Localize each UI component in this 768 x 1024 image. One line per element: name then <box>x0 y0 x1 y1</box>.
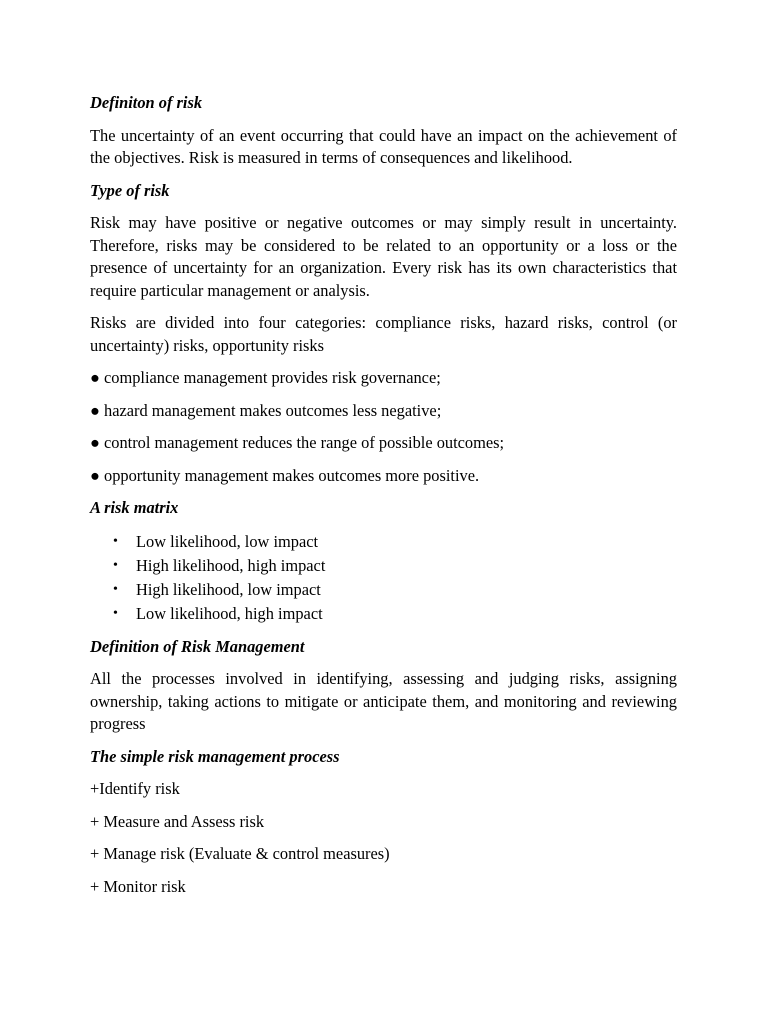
paragraph-risk-categories: Risks are divided into four categories: compliance risks, hazard risks, control (or uncertainty) risks, opportunity risks <box>90 313 677 355</box>
category-item-opportunity: ● opportunity management makes outcomes more positive. <box>90 465 480 485</box>
list-item-label: Low likelihood, high impact <box>136 603 323 623</box>
paragraph-type-of-risk: Risk may have positive or negative outcomes or may simply result in uncertainty. Therefore, risks may be considered to be related to an opportunity or a loss or the presence of uncertainty for an organization. Every risk has its own characteristics that require particular management or analysis. <box>90 213 677 300</box>
category-item-hazard: ● hazard management makes outcomes less negative; <box>90 400 442 420</box>
paragraph-definition-of-risk: The uncertainty of an event occurring that could have an impact on the achievement of the objectives. Risk is measured in terms of consequences and likelihood. <box>90 125 677 167</box>
category-item-compliance: ● compliance management provides risk governance; <box>90 368 441 387</box>
risk-matrix-list <box>90 530 677 626</box>
heading-definition-of-risk: Definiton of risk <box>90 93 203 112</box>
paragraph-definition-of-risk-management: All the processes involved in identifying, assessing and judging risks, assigning ownership, taking actions to mitigate or anticipate them, and monitoring and reviewing progress <box>90 669 677 733</box>
heading-simple-process: The simple risk management process <box>90 746 340 766</box>
category-item-control: ● control management reduces the range of possible outcomes; <box>90 433 505 452</box>
bullet-icon: • <box>113 557 118 573</box>
list-item <box>90 578 677 602</box>
process-step-monitor: + Monitor risk <box>90 876 186 896</box>
list-item <box>90 554 677 578</box>
list-item-label: High likelihood, low impact <box>136 579 321 599</box>
heading-definition-of-risk-management: Definition of Risk Management <box>90 636 305 656</box>
heading-type-of-risk: Type of risk <box>90 180 170 200</box>
list-item <box>90 602 677 626</box>
process-step-identify: +Identify risk <box>90 779 180 798</box>
document-page <box>90 92 677 908</box>
list-item-label: High likelihood, high impact <box>136 555 326 575</box>
list-item-label: Low likelihood, low impact <box>136 531 319 551</box>
bullet-icon: • <box>113 605 118 621</box>
bullet-icon: • <box>113 533 118 549</box>
bullet-icon: • <box>113 581 118 597</box>
process-step-manage: + Manage risk (Evaluate & control measures) <box>90 844 390 863</box>
heading-risk-matrix: A risk matrix <box>90 498 179 517</box>
process-step-measure: + Measure and Assess risk <box>90 811 265 831</box>
list-item <box>90 530 677 554</box>
